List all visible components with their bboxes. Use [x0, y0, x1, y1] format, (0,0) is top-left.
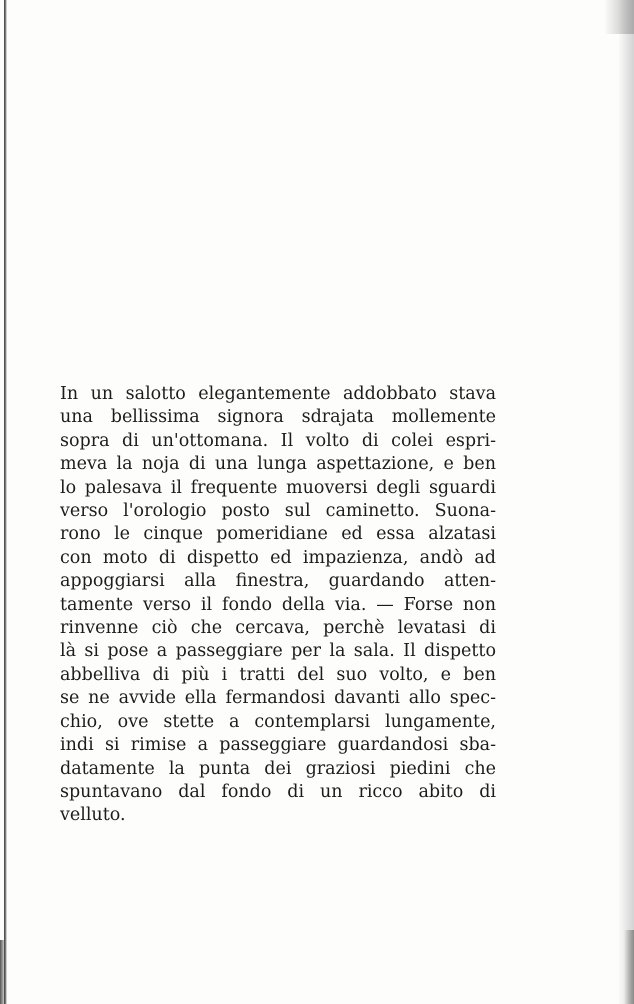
text-line: lo palesava il frequente muoversi degli sguardi [60, 477, 496, 498]
text-line: sopra di un'ottomana. Il volto di colei espri- [60, 430, 496, 451]
page-right-corner-shadow-top [604, 0, 634, 34]
text-line: spuntavano dal fondo di un ricco abito di [60, 781, 496, 802]
text-line: meva la noja di una lunga aspettazione, e ben [60, 454, 496, 475]
page-left-edge-shadow-bottom [0, 940, 6, 1004]
text-line: appoggiarsi alla finestra, guardando atten- [60, 571, 496, 592]
page-left-edge-shadow [4, 0, 7, 1004]
text-line: datamente la punta dei graziosi piedini che [60, 758, 496, 779]
text-line: con moto di dispetto ed impazienza, andò ad [60, 547, 496, 568]
page-right-edge-shadow [618, 0, 634, 1004]
text-line: abbelliva di più i tratti del suo volto, e ben [60, 664, 496, 685]
page-right-corner-shadow-bottom [624, 930, 634, 1004]
body-paragraph [60, 383, 496, 828]
text-line: una bellissima signora sdrajata mollemente [60, 407, 496, 428]
text-line: indi si rimise a passeggiare guardandosi sba- [60, 735, 496, 756]
text-line: se ne avvide ella fermandosi davanti allo spec- [60, 688, 496, 709]
text-line: là si pose a passeggiare per la sala. Il dispetto [60, 641, 496, 662]
text-line: tamente verso il fondo della via. — Forse non [60, 594, 496, 615]
text-line: In un salotto elegantemente addobbato stava [60, 384, 496, 404]
text-line: velluto. [60, 805, 126, 826]
text-line: rinvenne ciò che cercava, perchè levatasi di [60, 618, 496, 639]
text-line: rono le cinque pomeridiane ed essa alzatasi [60, 524, 496, 545]
text-line: verso l'orologio posto sul caminetto. Suona- [60, 501, 496, 522]
text-line: chio, ove stette a contemplarsi lungamente, [60, 711, 496, 732]
